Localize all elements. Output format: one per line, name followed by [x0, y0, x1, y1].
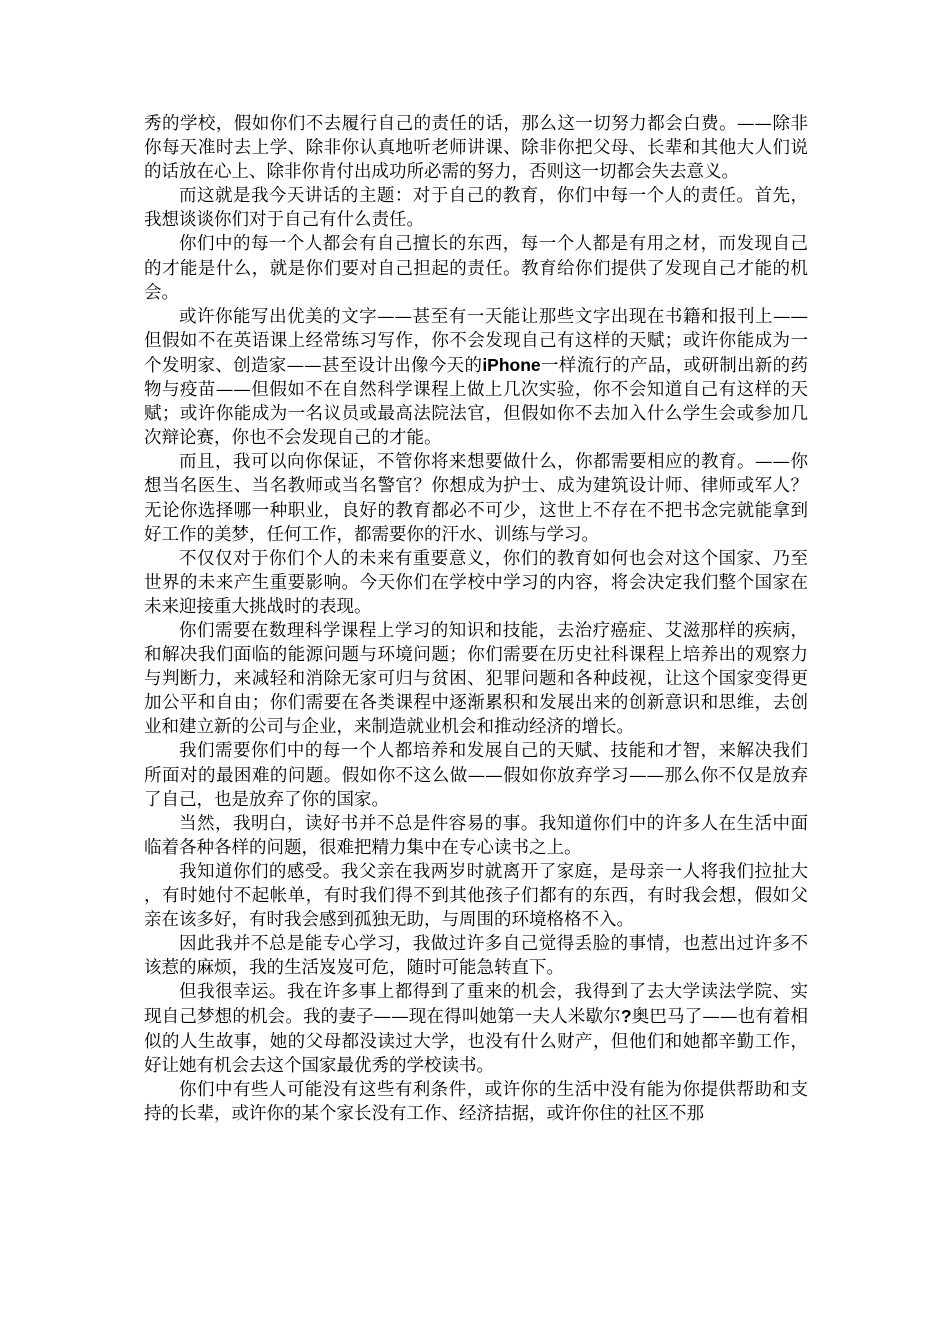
paragraph-text: 但我很幸运。我在许多事上都得到了重来的机会，我得到了去大学读法学院、实现自己梦想的机会。我的妻子——现在得叫她第一夫人米歇尔 [144, 982, 808, 1028]
paragraph: 因此我并不总是能专心学习，我做过许多自己觉得丢脸的事情，也惹出过许多不该惹的麻烦，我的生活岌岌可危，随时可能急转直下。 [144, 934, 808, 979]
paragraph: 秀的学校，假如你们不去履行自己的责任的话，那么这一切努力都会白费。——除非你每天准时去上学、除非你认真地听老师讲课、除非你把父母、长辈和其他大人们说的话放在心上、除非你肯付出成功所必需的努力，否则这一切都会失去意义。 [144, 114, 808, 183]
paragraph-text: 一样流行的产品，或研制出新的药物与疫苗——但假如不在自然科学课程上做上几次实验，你不会知道自己有这样的天赋；或许你能成为一名议员或最高法院法官，但假如你不去加入什么学生会或参加几次辩论赛，你也不会发现自己的才能。 [144, 355, 808, 449]
paragraph [144, 980, 808, 1077]
paragraph: 不仅仅对于你们个人的未来有重要意义，你们的教育如何也会对这个国家、乃至世界的未来产生重要影响。今天你们在学校中学习的内容，将会决定我们整个国家在未来迎接重大挑战时的表现。 [144, 548, 808, 617]
paragraph: 你们需要在数理科学课程上学习的知识和技能，去治疗癌症、艾滋那样的疾病，和解决我们面临的能源问题与环境问题；你们需要在历史社科课程上培养出的观察力与判断力，来减轻和消除无家可归与贫困、犯罪问题和各种歧视，让这个国家变得更加公平和自由；你们需要在各类课程中逐渐累积和发展出来的创新意识和思维，去创业和建立新的公司与企业，来制造就业机会和推动经济的增长。 [144, 620, 808, 738]
separator-mark: ? [620, 1006, 632, 1027]
paragraph: 当然，我明白，读好书并不总是件容易的事。我知道你们中的许多人在生活中面临着各种各样的问题，很难把精力集中在专心读书之上。 [144, 813, 808, 858]
paragraph [144, 305, 808, 451]
paragraph-text: 奥巴马了——也有着相似的人生故事，她的父母都没读过大学，也没有什么财产，但他们和她都辛勤工作，好让她有机会去这个国家最优秀的学校读书。 [144, 1007, 809, 1076]
paragraph: 你们中有些人可能没有这些有利条件，或许你的生活中没有能为你提供帮助和支持的长辈，或许你的某个家长没有工作、经济拮据，或许你住的社区不那 [144, 1079, 808, 1124]
paragraph: 而这就是我今天讲话的主题：对于自己的教育，你们中每一个人的责任。首先，我想谈谈你们对于自己有什么责任。 [144, 186, 808, 231]
document-page [144, 112, 808, 1126]
paragraph: 我们需要你们中的每一个人都培养和发展自己的天赋、技能和才智，来解决我们所面对的最困难的问题。假如你不这么做——假如你放弃学习——那么你不仅是放弃了自己，也是放弃了你的国家。 [144, 741, 808, 810]
paragraph-text: 或许你能写出优美的文字——甚至有一天能让那些文字出现在书籍和报刊上——但假如不在英语课上经常练习写作，你不会发现自己有这样的天赋；或许你能成为一个发明家、创造家——甚至设计出像今天的 [144, 306, 808, 376]
brand-name: iPhone [482, 354, 541, 375]
paragraph: 而且，我可以向你保证，不管你将来想要做什么，你都需要相应的教育。——你想当名医生、当名教师或当名警官？你想成为护士、成为建筑设计师、律师或军人？无论你选择哪一种职业，良好的教育都必不可少，这世上不存在不把书念完就能拿到好工作的美梦，任何工作，都需要你的汗水、训练与学习。 [144, 452, 808, 545]
paragraph: 你们中的每一个人都会有自己擅长的东西，每一个人都是有用之材，而发现自己的才能是什么，就是你们要对自己担起的责任。教育给你们提供了发现自己才能的机会。 [144, 234, 808, 303]
paragraph: 我知道你们的感受。我父亲在我两岁时就离开了家庭，是母亲一人将我们拉扯大，有时她付不起帐单，有时我们得不到其他孩子们都有的东西，有时我会想，假如父亲在该多好，有时我会感到孤独无助，与周围的环境格格不入。 [144, 861, 808, 931]
